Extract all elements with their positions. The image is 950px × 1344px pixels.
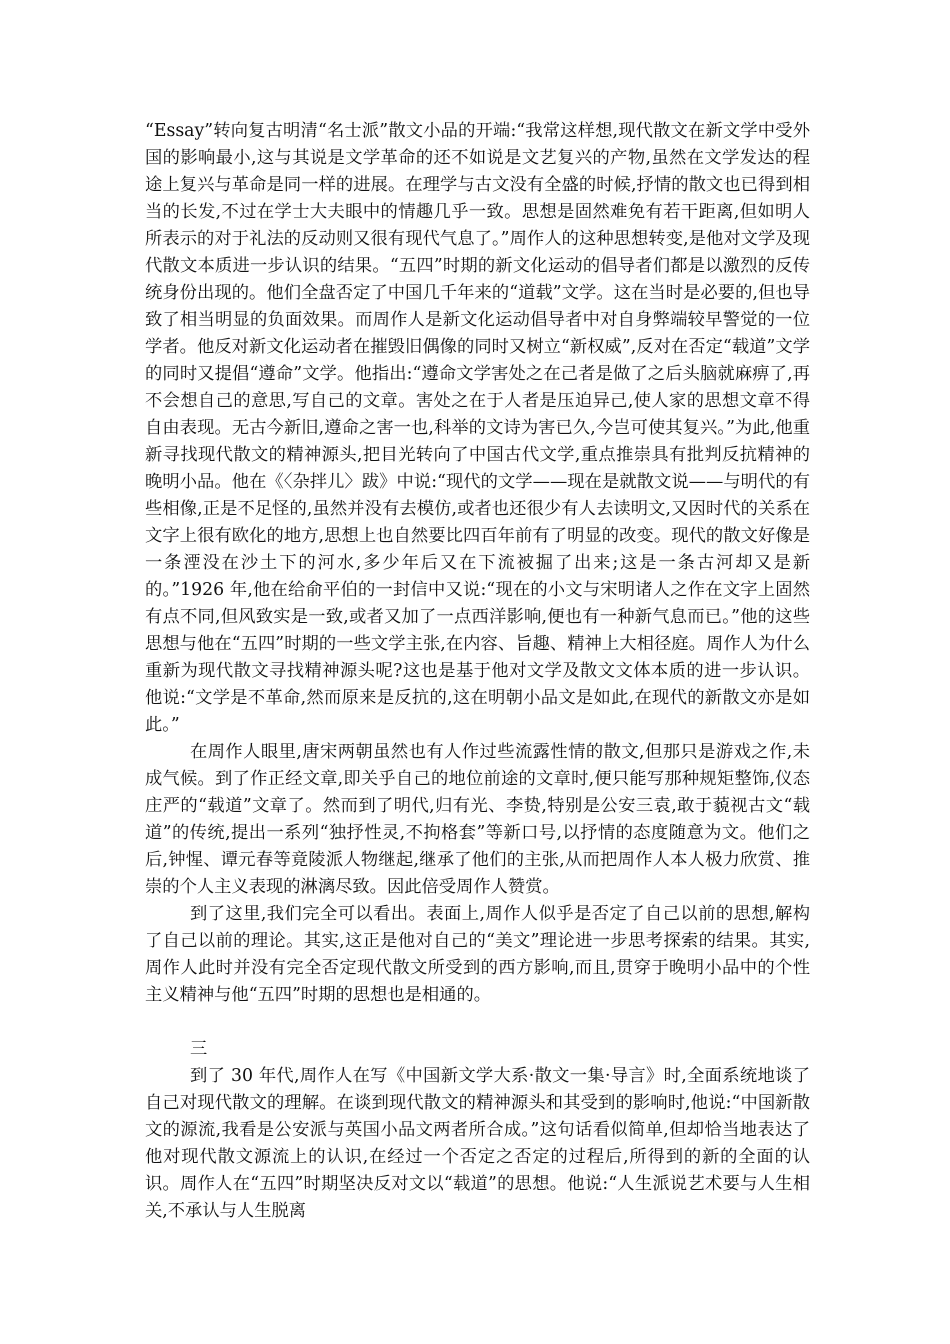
- body-paragraph: 到了 30 年代,周作人在写《中国新文学大系·散文一集·导言》时,全面系统地谈了自己对现代散文的理解。在谈到现代散文的精神源头和其受到的影响时,他说:“中国新散文的源流,我看是公安派与英国小品文两者所合成。”这句话看似简单,但却恰当地表达了他对现代散文源流上的认识,在经过一个否定之否定的过程后,所得到的新的全面的认识。周作人在“五四”时期坚决反对文以“载道”的思想。他说:“人生派说艺术要与人生相关,不承认与人生脱离: [145, 1066, 810, 1221]
- section-number: 三: [189, 1039, 208, 1059]
- body-paragraph-continued: “Essay”转向复古明清“名士派”散文小品的开端:“我常这样想,现代散文在新文学中受外国的影响最小,这与其说是文学革命的还不如说是文艺复兴的产物,虽然在文学发达的程途上复兴与革命是同一样的进展。在理学与古文没有全盛的时候,抒情的散文也已得到相当的长发,不过在学士大夫眼中的情趣几乎一致。思想是固然难免有若干距离,但如明人所表示的对于礼法的反动则又很有现代气息了。”周作人的这种思想转变,是他对文学及现代散文本质进一步认识的结果。“五四”时期的新文化运动的倡导者们都是以激烈的反传统身份出现的。他们全盘否定了中国几千年来的“道载”文学。这在当时是必要的,但也导致了相当明显的负面效果。而周作人是新文化运动倡导者中对自身弊端较早警觉的一位学者。他反对新文化运动者在摧毁旧偶像的同时又树立“新权威”,反对在否定“载道”文学的同时又提倡“遵命”文学。他指出:“遵命文学害处之在己者是做了之后头脑就麻痹了,再不会想自己的意思,写自己的文章。害处之在于人者是压迫异己,使人家的思想文章不得自由表现。无古今新旧,遵命之害一也,科举的文诗为害已久,今岂可使其复兴。”为此,他重新寻找现代散文的精神源头,把目光转向了中国古代文学,重点推崇具有批判反抗精神的晚明小品。他在《〈杂拌儿〉跋》中说:“现代的文学——现在是就散文说——与明代的有些相像,正是不足怪的,虽然并没有去模仿,或者也还很少有人去读明文,又因时代的关系在文字上很有欧化的地方,思想上也自然要比四百年前有了明显的改变。现代的散文好像是一条湮没在沙土下的河水,多少年后又在下流被掘了出来;这是一条古河却又是新的。”1926 年,他在给俞平伯的一封信中又说:“现在的小文与宋明诸人之作在文字上固然有点不同,但风致实是一致,或者又加了一点西洋影响,便也有一种新气息而已。”他的这些思想与他在“五四”时期的一些文学主张,在内容、旨趣、精神上大相径庭。周作人为什么重新为现代散文寻找精神源头呢?这也是基于他对文学及散文文体本质的进一步认识。他说:“文学是不革命,然而原来是反抗的,这在明朝小品文是如此,在现代的新散文亦是如此。”: [145, 121, 810, 735]
- document-page: [145, 118, 810, 1225]
- body-paragraph: 在周作人眼里,唐宋两朝虽然也有人作过些流露性情的散文,但那只是游戏之作,未成气候。到了作正经文章,即关乎自己的地位前途的文章时,便只能写那种规矩整饰,仪态庄严的“载道”文章了。然而到了明代,归有光、李贽,特别是公安三袁,敢于藐视古文“载道”的传统,提出一系列“独抒性灵,不拘格套”等新口号,以抒情的态度随意为文。他们之后,钟惺、谭元春等竟陵派人物继起,继承了他们的主张,从而把周作人本人极力欣赏、推崇的个人主义表现的淋漓尽致。因此倍受周作人赞赏。: [145, 742, 810, 897]
- body-paragraph: 到了这里,我们完全可以看出。表面上,周作人似乎是否定了自己以前的思想,解构了自己以前的理论。其实,这正是他对自己的“美文”理论进一步思考探索的结果。其实,周作人此时并没有完全否定现代散文所受到的西方影响,而且,贯穿于晚明小品中的个性主义精神与他“五四”时期的思想也是相通的。: [145, 904, 810, 1005]
